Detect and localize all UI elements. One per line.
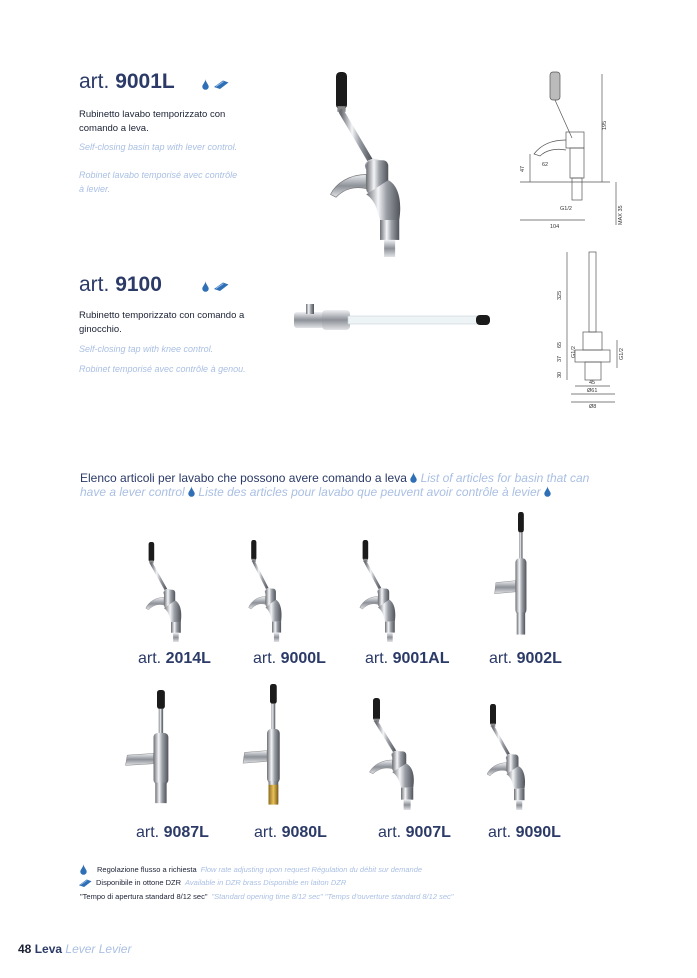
footer-section-it: Leva [34, 942, 63, 956]
dzr-brass-icon [78, 879, 92, 887]
product-desc-fr: Robinet temporisé avec contrôle à genou. [79, 364, 246, 374]
grid-label-9080L [254, 824, 327, 842]
product-desc-en: Self-closing basin tap with lever control. [79, 142, 238, 152]
art-prefix: art. [378, 824, 402, 841]
dim-label: 104 [550, 224, 560, 230]
dim-label: 45 [589, 380, 596, 386]
art-code: 9007L [405, 824, 451, 841]
dim-label: 62 [542, 162, 549, 168]
art-code: 9087L [163, 824, 209, 841]
section-title-fr: Liste des articles pour lavabo que peuvent avoir contrôle à levier [198, 485, 541, 499]
dim-label: 195 [602, 120, 608, 130]
water-drop-icon [202, 79, 209, 90]
dim-label: G1/2 [560, 206, 572, 212]
legend-time-it: "Tempo di apertura standard 8/12 sec" [80, 892, 208, 901]
art-prefix: art. [488, 824, 512, 841]
art-prefix: art. [79, 273, 110, 296]
art-prefix: art. [253, 650, 277, 667]
dim-label: 30 [557, 371, 563, 378]
art-prefix: art. [254, 824, 278, 841]
grid-label-9000L [253, 650, 326, 668]
art-code: 9002L [516, 650, 562, 667]
water-drop-icon [410, 472, 417, 483]
art-prefix: art. [79, 70, 110, 93]
art-code: 9001AL [392, 650, 450, 667]
grid-label-9001AL [365, 650, 450, 668]
product-icons [202, 79, 229, 90]
product-title-9001L [79, 70, 175, 94]
legend-time [80, 892, 453, 901]
grid-photo-9000L [246, 540, 298, 642]
footer-section-tr: Lever Levier [65, 942, 132, 956]
water-drop-icon [202, 281, 209, 292]
dim-label: G1/2 [619, 348, 625, 360]
art-code: 2014L [165, 650, 211, 667]
section-title-it: Elenco articoli per lavabo che possono avere comando a leva [80, 471, 407, 485]
art-code: 9090L [515, 824, 561, 841]
section-title-en: List of articles for basin that can have a lever control [80, 471, 590, 499]
art-code: 9100 [115, 273, 162, 296]
grid-label-9090L [488, 824, 561, 842]
product-desc-en: Self-closing tap with knee control. [79, 344, 214, 354]
art-prefix: art. [138, 650, 162, 667]
product-desc-it: Rubinetto lavabo temporizzato con comando a leva. [79, 109, 226, 134]
section-title [80, 471, 600, 499]
grid-label-9007L [378, 824, 451, 842]
dzr-brass-icon [213, 282, 229, 291]
page-footer [18, 942, 131, 956]
legend-dzr-it: Disponibile in ottone DZR [96, 878, 182, 887]
grid-label-9087L [136, 824, 209, 842]
grid-photo-2014L [143, 542, 199, 642]
grid-photo-9087L [122, 690, 192, 810]
dzr-brass-icon [213, 80, 229, 89]
dim-label: 65 [557, 341, 563, 348]
product-title-9100 [79, 273, 162, 297]
page-number: 48 [18, 942, 32, 956]
dim-label: 37 [557, 355, 563, 362]
water-drop-icon [188, 486, 195, 497]
grid-photo-9080L [240, 684, 300, 810]
grid-label-9002L [489, 650, 562, 668]
dim-label: Ø61 [587, 388, 598, 394]
grid-photo-9007L [366, 698, 436, 810]
art-prefix: art. [489, 650, 513, 667]
dim-label: 47 [520, 165, 526, 172]
dim-label: 325 [557, 290, 563, 300]
product-desc-fr: Robinet lavabo temporisé avec contrôle à levier. [79, 170, 238, 194]
grid-photo-9002L [492, 512, 544, 642]
grid-label-2014L [138, 650, 211, 668]
legend-flow-it: Regolazione flusso a richiesta [97, 865, 197, 874]
legend-flow [80, 864, 422, 875]
water-drop-icon [544, 486, 551, 497]
legend-time-tr: "Standard opening time 8/12 sec" "Temps d'ouverture standard 8/12 sec" [211, 892, 454, 901]
art-prefix: art. [365, 650, 389, 667]
dim-label: MAX 35 [618, 205, 624, 225]
product-desc-it: Rubinetto temporizzato con comando a ginocchio. [79, 310, 245, 335]
dim-label: G1/2 [571, 346, 577, 358]
product-photo-9001L [325, 72, 435, 257]
water-drop-icon [80, 864, 87, 875]
grid-photo-9090L [484, 704, 544, 810]
legend-flow-tr: Flow rate adjusting upon request Régulation du débit sur demande [200, 865, 423, 874]
product-photo-9100 [292, 300, 494, 340]
product-icons [202, 281, 229, 292]
legend-dzr [78, 878, 346, 887]
technical-drawing-9001L [510, 70, 625, 230]
legend-dzr-tr: Available in DZR brass Disponible en laiton DZR [185, 878, 347, 887]
dim-label: Ø8 [589, 404, 597, 410]
art-code: 9000L [280, 650, 326, 667]
grid-photo-9001AL [357, 540, 413, 642]
art-prefix: art. [136, 824, 160, 841]
technical-drawing-9100 [545, 250, 625, 410]
art-code: 9080L [281, 824, 327, 841]
art-code: 9001L [115, 70, 175, 93]
